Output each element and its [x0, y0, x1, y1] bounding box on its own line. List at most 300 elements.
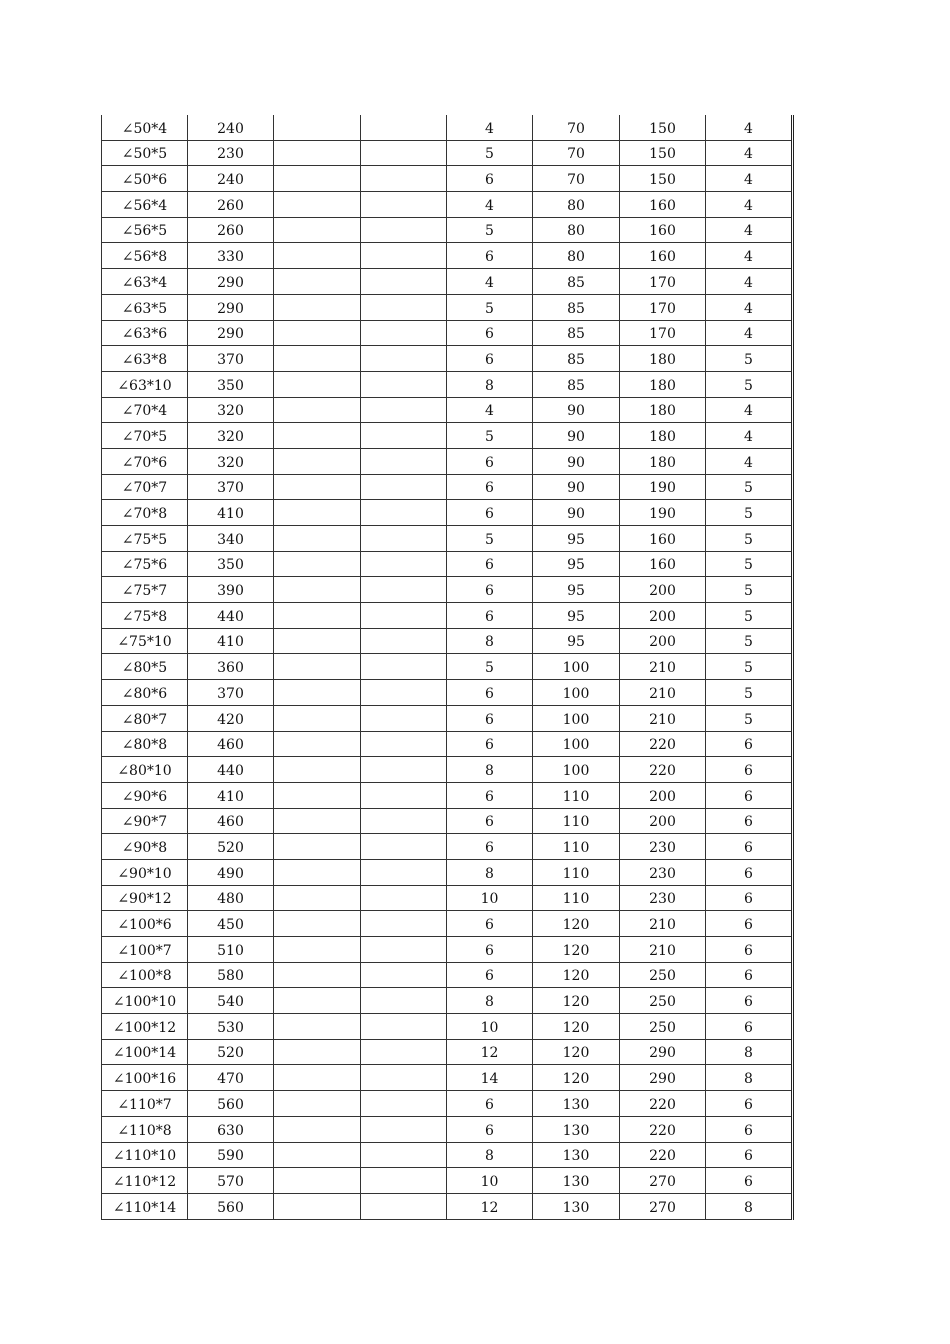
table-cell: 4 — [706, 397, 793, 423]
table-cell: 6 — [706, 782, 793, 808]
table-row — [102, 859, 793, 885]
table-cell: 4 — [447, 115, 533, 140]
spec-cell: ∠63*8 — [102, 346, 188, 372]
table-row — [102, 654, 793, 680]
table-cell: 220 — [620, 731, 706, 757]
table-cell: 6 — [447, 603, 533, 629]
table-cell — [274, 294, 361, 320]
table-cell — [274, 1039, 361, 1065]
table-cell: 6 — [447, 320, 533, 346]
table-cell — [361, 192, 447, 218]
table-cell — [361, 705, 447, 731]
table-cell: 5 — [706, 474, 793, 500]
table-cell: 490 — [188, 859, 274, 885]
table-cell: 210 — [620, 911, 706, 937]
spec-cell: ∠100*6 — [102, 911, 188, 937]
table-cell: 6 — [447, 834, 533, 860]
table-cell: 220 — [620, 1142, 706, 1168]
table-cell — [274, 243, 361, 269]
table-cell: 90 — [533, 423, 620, 449]
table-cell: 390 — [188, 577, 274, 603]
table-cell: 100 — [533, 654, 620, 680]
table-cell: 350 — [188, 551, 274, 577]
table-cell: 120 — [533, 1039, 620, 1065]
table-cell: 130 — [533, 1091, 620, 1117]
table-cell: 70 — [533, 166, 620, 192]
table-row — [102, 294, 793, 320]
table-cell — [274, 217, 361, 243]
table-cell: 6 — [447, 577, 533, 603]
table-cell: 290 — [620, 1065, 706, 1091]
table-cell — [361, 731, 447, 757]
table-row — [102, 371, 793, 397]
table-row — [102, 140, 793, 166]
table-cell — [274, 577, 361, 603]
table-cell: 80 — [533, 192, 620, 218]
table-cell — [274, 448, 361, 474]
table-cell: 95 — [533, 526, 620, 552]
table-cell: 440 — [188, 757, 274, 783]
table-row — [102, 423, 793, 449]
table-cell: 100 — [533, 757, 620, 783]
table-cell — [274, 140, 361, 166]
table-cell — [361, 115, 447, 140]
spec-cell: ∠80*7 — [102, 705, 188, 731]
table-row — [102, 757, 793, 783]
spec-cell: ∠100*12 — [102, 1014, 188, 1040]
table-cell — [274, 603, 361, 629]
table-cell — [361, 1116, 447, 1142]
table-cell: 320 — [188, 397, 274, 423]
table-cell: 150 — [620, 140, 706, 166]
table-row — [102, 731, 793, 757]
table-cell: 90 — [533, 448, 620, 474]
table-cell: 4 — [706, 269, 793, 295]
table-cell — [361, 346, 447, 372]
table-cell — [361, 448, 447, 474]
table-cell: 5 — [447, 654, 533, 680]
table-cell — [361, 140, 447, 166]
table-cell — [361, 500, 447, 526]
table-cell — [361, 988, 447, 1014]
table-cell: 90 — [533, 474, 620, 500]
table-cell: 100 — [533, 680, 620, 706]
table-cell — [274, 1168, 361, 1194]
table-cell: 5 — [447, 140, 533, 166]
table-cell: 6 — [447, 911, 533, 937]
table-cell — [274, 1193, 361, 1219]
table-cell: 4 — [706, 448, 793, 474]
table-cell — [361, 859, 447, 885]
table-cell — [274, 423, 361, 449]
table-cell: 6 — [706, 1142, 793, 1168]
table-row — [102, 192, 793, 218]
table-row — [102, 988, 793, 1014]
table-row — [102, 217, 793, 243]
table-cell: 320 — [188, 448, 274, 474]
table-cell: 170 — [620, 269, 706, 295]
table-cell: 6 — [447, 782, 533, 808]
table-row — [102, 885, 793, 911]
table-cell: 100 — [533, 705, 620, 731]
table-cell: 560 — [188, 1193, 274, 1219]
table-cell — [361, 397, 447, 423]
table-cell: 6 — [447, 680, 533, 706]
table-cell: 160 — [620, 243, 706, 269]
table-cell: 6 — [706, 1091, 793, 1117]
table-cell: 4 — [706, 192, 793, 218]
table-cell: 10 — [447, 1014, 533, 1040]
table-cell: 460 — [188, 731, 274, 757]
spec-cell: ∠80*8 — [102, 731, 188, 757]
table-cell: 4 — [447, 192, 533, 218]
table-row — [102, 937, 793, 963]
spec-cell: ∠100*8 — [102, 962, 188, 988]
spec-cell: ∠90*7 — [102, 808, 188, 834]
table-cell: 6 — [447, 808, 533, 834]
table-cell — [274, 166, 361, 192]
table-cell: 95 — [533, 628, 620, 654]
table-cell: 6 — [706, 1168, 793, 1194]
table-cell — [274, 346, 361, 372]
table-cell: 520 — [188, 1039, 274, 1065]
table-cell: 130 — [533, 1193, 620, 1219]
table-cell — [274, 937, 361, 963]
table-cell: 4 — [706, 320, 793, 346]
table-cell — [274, 962, 361, 988]
table-row — [102, 1014, 793, 1040]
table-cell: 120 — [533, 962, 620, 988]
table-cell: 4 — [706, 140, 793, 166]
table-cell: 80 — [533, 243, 620, 269]
table-cell: 6 — [706, 911, 793, 937]
spec-cell: ∠50*5 — [102, 140, 188, 166]
table-row — [102, 269, 793, 295]
spec-cell: ∠70*8 — [102, 500, 188, 526]
table-cell: 270 — [620, 1193, 706, 1219]
table-cell: 85 — [533, 269, 620, 295]
table-row — [102, 346, 793, 372]
table-cell — [274, 705, 361, 731]
table-row — [102, 115, 793, 140]
table-cell — [274, 680, 361, 706]
table-cell: 85 — [533, 371, 620, 397]
table-cell — [274, 474, 361, 500]
table-cell: 250 — [620, 1014, 706, 1040]
table-cell — [361, 243, 447, 269]
spec-cell: ∠63*6 — [102, 320, 188, 346]
table-cell: 210 — [620, 680, 706, 706]
table-cell: 5 — [706, 577, 793, 603]
table-cell: 6 — [447, 731, 533, 757]
table-cell: 350 — [188, 371, 274, 397]
table-cell: 160 — [620, 217, 706, 243]
table-cell: 5 — [706, 551, 793, 577]
spec-cell: ∠100*14 — [102, 1039, 188, 1065]
table-cell — [361, 1091, 447, 1117]
table-cell: 90 — [533, 500, 620, 526]
table-row — [102, 603, 793, 629]
table-cell: 410 — [188, 500, 274, 526]
table-cell: 8 — [706, 1193, 793, 1219]
table-cell: 6 — [706, 937, 793, 963]
table-cell: 130 — [533, 1142, 620, 1168]
table-cell: 130 — [533, 1168, 620, 1194]
spec-cell: ∠56*4 — [102, 192, 188, 218]
table-cell: 4 — [706, 217, 793, 243]
spec-cell: ∠50*4 — [102, 115, 188, 140]
table-cell: 8 — [447, 988, 533, 1014]
table-cell — [361, 551, 447, 577]
table-cell — [274, 115, 361, 140]
table-cell: 5 — [706, 680, 793, 706]
table-cell: 330 — [188, 243, 274, 269]
table-cell: 4 — [706, 423, 793, 449]
table-cell — [361, 1014, 447, 1040]
table-cell: 4 — [706, 115, 793, 140]
table-cell: 470 — [188, 1065, 274, 1091]
table-cell: 230 — [188, 140, 274, 166]
table-cell — [361, 1193, 447, 1219]
table-cell: 220 — [620, 1116, 706, 1142]
table-cell: 85 — [533, 294, 620, 320]
table-cell — [274, 500, 361, 526]
table-cell: 12 — [447, 1039, 533, 1065]
table-cell: 240 — [188, 166, 274, 192]
table-cell: 210 — [620, 937, 706, 963]
table-cell: 6 — [447, 937, 533, 963]
table-cell: 80 — [533, 217, 620, 243]
spec-cell: ∠63*5 — [102, 294, 188, 320]
table-cell: 120 — [533, 1065, 620, 1091]
spec-cell: ∠100*7 — [102, 937, 188, 963]
spec-cell: ∠75*8 — [102, 603, 188, 629]
table-cell: 200 — [620, 577, 706, 603]
table-cell — [274, 1065, 361, 1091]
table-cell — [361, 1065, 447, 1091]
table-cell: 10 — [447, 1168, 533, 1194]
table-row — [102, 1091, 793, 1117]
table-cell: 6 — [706, 962, 793, 988]
table-cell: 290 — [620, 1039, 706, 1065]
spec-cell: ∠75*7 — [102, 577, 188, 603]
spec-cell: ∠75*5 — [102, 526, 188, 552]
table-cell: 200 — [620, 782, 706, 808]
table-cell — [361, 474, 447, 500]
table-cell: 8 — [447, 1142, 533, 1168]
table-cell: 6 — [706, 988, 793, 1014]
table-cell: 4 — [706, 294, 793, 320]
table-cell: 290 — [188, 294, 274, 320]
table-row — [102, 166, 793, 192]
table-cell: 6 — [447, 448, 533, 474]
table-cell: 120 — [533, 911, 620, 937]
table-cell — [361, 680, 447, 706]
table-body — [102, 115, 793, 1219]
table-cell: 180 — [620, 371, 706, 397]
table-cell: 6 — [706, 1116, 793, 1142]
table-cell: 460 — [188, 808, 274, 834]
spec-cell: ∠80*10 — [102, 757, 188, 783]
table-cell: 220 — [620, 1091, 706, 1117]
table-cell: 150 — [620, 166, 706, 192]
table-cell: 6 — [706, 808, 793, 834]
table-cell: 6 — [447, 243, 533, 269]
table-cell — [361, 937, 447, 963]
spec-cell: ∠90*8 — [102, 834, 188, 860]
spec-cell: ∠100*10 — [102, 988, 188, 1014]
table-row — [102, 782, 793, 808]
table-cell: 85 — [533, 346, 620, 372]
table-cell: 170 — [620, 294, 706, 320]
table-cell: 4 — [447, 269, 533, 295]
table-cell: 95 — [533, 577, 620, 603]
table-cell: 4 — [706, 243, 793, 269]
table-cell: 6 — [706, 1014, 793, 1040]
table-cell — [274, 988, 361, 1014]
table-cell: 450 — [188, 911, 274, 937]
table-cell — [361, 834, 447, 860]
table-cell: 440 — [188, 603, 274, 629]
table-cell: 110 — [533, 834, 620, 860]
table-cell: 14 — [447, 1065, 533, 1091]
table-cell — [274, 371, 361, 397]
table-cell: 250 — [620, 988, 706, 1014]
table-cell: 540 — [188, 988, 274, 1014]
table-cell: 530 — [188, 1014, 274, 1040]
table-cell: 110 — [533, 859, 620, 885]
table-cell: 6 — [447, 551, 533, 577]
table-cell — [274, 269, 361, 295]
table-cell — [361, 782, 447, 808]
table-cell: 480 — [188, 885, 274, 911]
table-cell: 410 — [188, 782, 274, 808]
table-cell — [361, 1168, 447, 1194]
table-cell: 180 — [620, 397, 706, 423]
table-cell: 340 — [188, 526, 274, 552]
spec-cell: ∠75*10 — [102, 628, 188, 654]
table-cell: 120 — [533, 1014, 620, 1040]
table-cell: 95 — [533, 603, 620, 629]
spec-cell: ∠63*4 — [102, 269, 188, 295]
table-cell — [274, 192, 361, 218]
table-cell — [361, 577, 447, 603]
table-row — [102, 526, 793, 552]
table-cell: 5 — [706, 603, 793, 629]
table-cell — [274, 859, 361, 885]
table-cell: 230 — [620, 859, 706, 885]
spec-cell: ∠70*4 — [102, 397, 188, 423]
table-cell: 5 — [447, 423, 533, 449]
table-row — [102, 397, 793, 423]
table-cell: 8 — [447, 859, 533, 885]
table-cell: 160 — [620, 526, 706, 552]
table-row — [102, 243, 793, 269]
table-row — [102, 1193, 793, 1219]
table-cell: 180 — [620, 448, 706, 474]
table-cell: 8 — [706, 1039, 793, 1065]
table-cell: 95 — [533, 551, 620, 577]
table-row — [102, 1168, 793, 1194]
table-cell: 5 — [447, 526, 533, 552]
table-cell: 570 — [188, 1168, 274, 1194]
table-cell — [361, 911, 447, 937]
table-cell: 110 — [533, 808, 620, 834]
table-cell: 370 — [188, 680, 274, 706]
spec-cell: ∠70*6 — [102, 448, 188, 474]
table-cell: 200 — [620, 603, 706, 629]
spec-cell: ∠110*8 — [102, 1116, 188, 1142]
table-cell — [274, 628, 361, 654]
table-cell: 160 — [620, 192, 706, 218]
spec-cell: ∠110*7 — [102, 1091, 188, 1117]
table-cell: 6 — [706, 731, 793, 757]
table-cell — [361, 628, 447, 654]
spec-cell: ∠63*10 — [102, 371, 188, 397]
table-cell: 180 — [620, 423, 706, 449]
table-cell — [361, 371, 447, 397]
spec-cell: ∠90*12 — [102, 885, 188, 911]
table-cell: 6 — [447, 500, 533, 526]
table-cell — [361, 1039, 447, 1065]
spec-cell: ∠110*14 — [102, 1193, 188, 1219]
table-cell: 190 — [620, 500, 706, 526]
table-cell: 210 — [620, 705, 706, 731]
table-cell: 5 — [447, 294, 533, 320]
table-cell: 4 — [706, 166, 793, 192]
table-row — [102, 705, 793, 731]
table-row — [102, 962, 793, 988]
table-cell: 5 — [706, 500, 793, 526]
spec-cell: ∠100*16 — [102, 1065, 188, 1091]
table-cell: 6 — [447, 346, 533, 372]
table-cell: 5 — [706, 371, 793, 397]
spec-cell: ∠90*10 — [102, 859, 188, 885]
table-cell: 5 — [447, 217, 533, 243]
table-cell — [361, 166, 447, 192]
table-cell — [361, 654, 447, 680]
table-cell: 6 — [447, 1116, 533, 1142]
angle-steel-table — [101, 115, 794, 1220]
table-cell: 190 — [620, 474, 706, 500]
table-row — [102, 911, 793, 937]
table-cell: 6 — [706, 757, 793, 783]
spec-cell: ∠75*6 — [102, 551, 188, 577]
table-cell: 230 — [620, 885, 706, 911]
table-cell: 510 — [188, 937, 274, 963]
table-cell — [274, 1014, 361, 1040]
spec-cell: ∠70*7 — [102, 474, 188, 500]
spec-cell: ∠110*12 — [102, 1168, 188, 1194]
table-cell — [361, 603, 447, 629]
table-row — [102, 577, 793, 603]
table-cell: 110 — [533, 782, 620, 808]
table-cell: 200 — [620, 808, 706, 834]
spec-cell: ∠90*6 — [102, 782, 188, 808]
table-row — [102, 320, 793, 346]
table-cell — [274, 397, 361, 423]
table-cell: 10 — [447, 885, 533, 911]
table-cell — [361, 526, 447, 552]
table-cell: 100 — [533, 731, 620, 757]
table-row — [102, 551, 793, 577]
table-cell — [361, 217, 447, 243]
spec-cell: ∠56*8 — [102, 243, 188, 269]
table-cell: 420 — [188, 705, 274, 731]
table-cell: 8 — [447, 371, 533, 397]
table-cell: 360 — [188, 654, 274, 680]
table-cell: 370 — [188, 346, 274, 372]
